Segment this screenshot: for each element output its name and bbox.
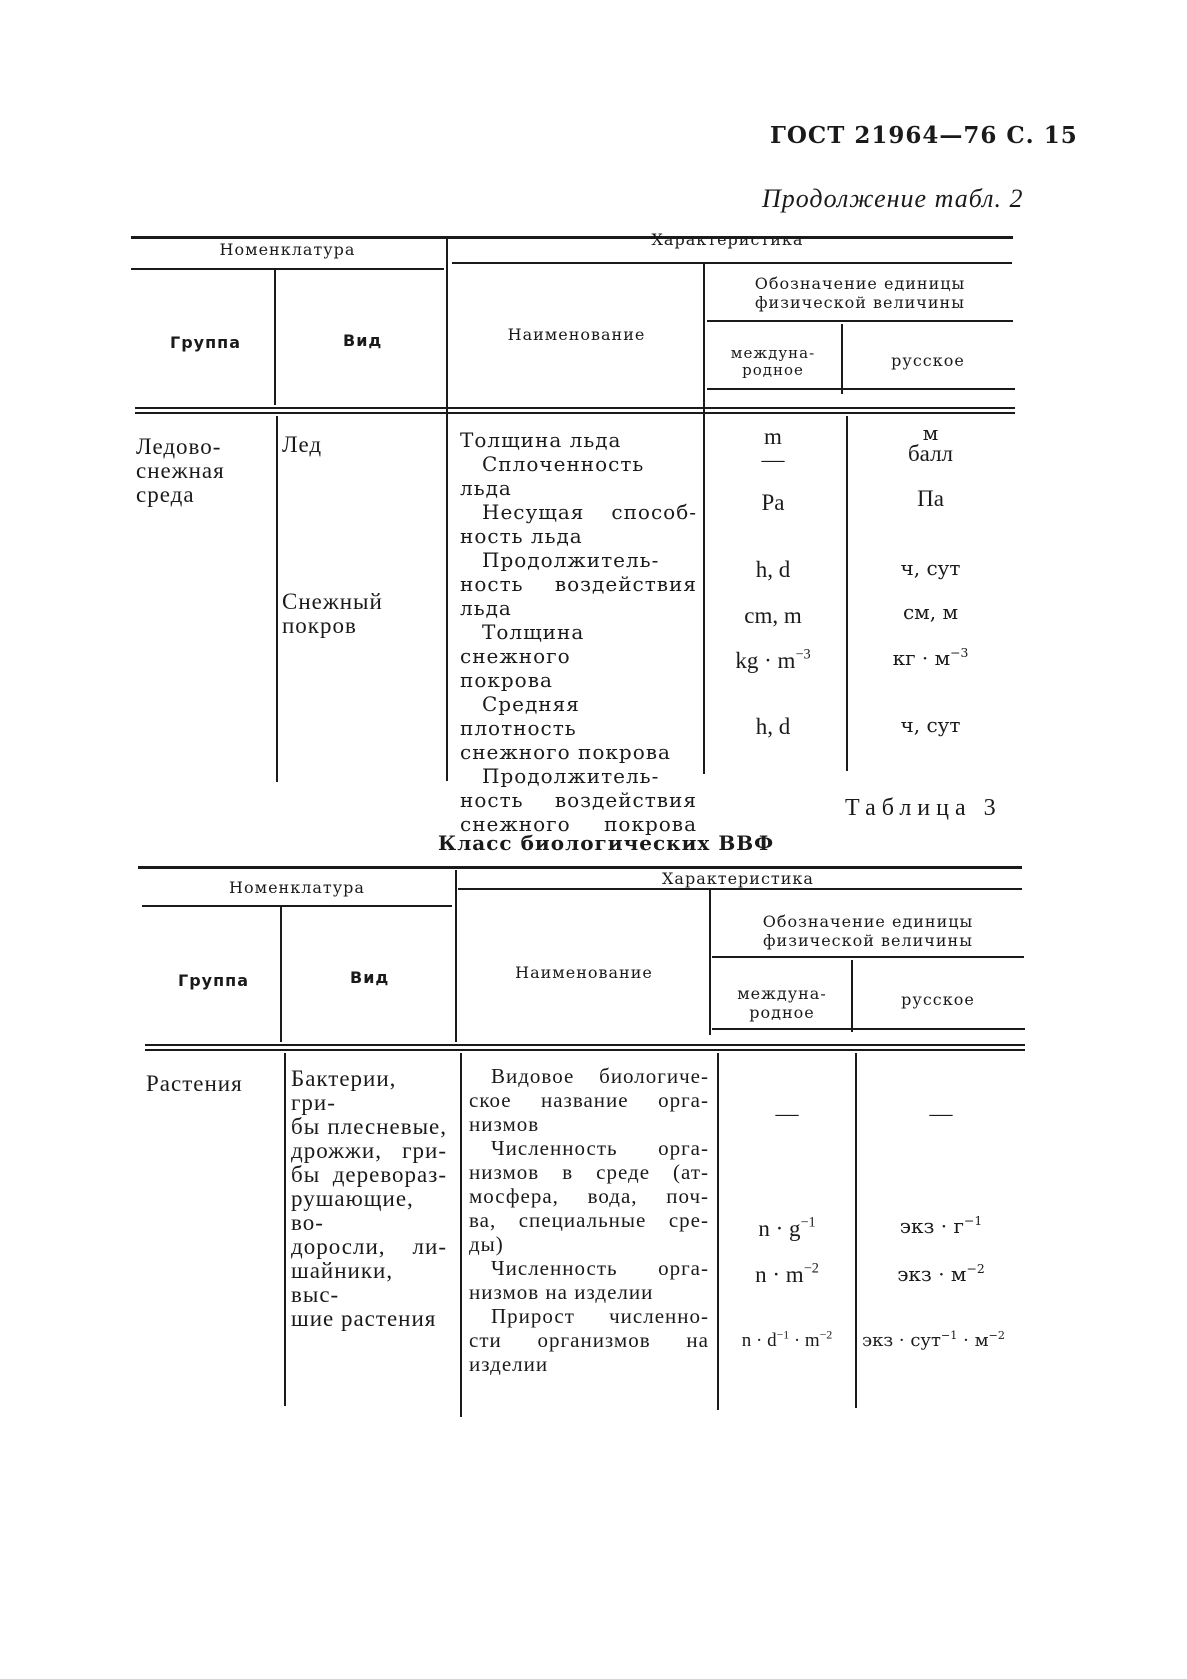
rule [458, 888, 1022, 890]
unit-rus: ч, сут [900, 556, 961, 580]
name-line: низмов [469, 1112, 540, 1136]
name-line: изделии [469, 1352, 549, 1376]
col-divider [703, 264, 705, 774]
header-russian: русское [891, 351, 965, 370]
name-line: ность льда [460, 524, 583, 548]
unit-rus [857, 1262, 1025, 1286]
header-double-rule [135, 407, 1015, 409]
rule [707, 320, 1013, 322]
kind-line: Снежный [282, 589, 383, 614]
unit-rus: см, м [902, 600, 959, 624]
table-row [460, 452, 697, 500]
unit-rus [848, 646, 1013, 670]
name-line: сти организмов на [469, 1328, 709, 1352]
page-header: ГОСТ 21964—76 С. 15 [770, 122, 1078, 149]
name-line: Численность орга- [491, 1256, 709, 1280]
group-cell: Растения [146, 1071, 243, 1096]
header-unit-line: физической величины [755, 293, 965, 312]
col-divider [455, 870, 457, 1042]
unit-base: кг · м [892, 646, 951, 670]
col-divider [446, 238, 448, 781]
unit-intl: m [764, 424, 782, 449]
header-international [705, 345, 841, 379]
header-group: Группа [178, 971, 249, 990]
name-line: Продолжитель- [482, 548, 660, 572]
kind-line: шайники, выс- [291, 1258, 394, 1307]
col-divider [709, 890, 711, 1035]
unit-intl [719, 1330, 855, 1352]
kind-cell [291, 1067, 447, 1331]
table-row [469, 1064, 709, 1136]
table-row [460, 620, 697, 692]
header-double-rule [145, 1049, 1025, 1051]
kind-line: покров [282, 613, 357, 638]
rule [712, 1028, 1025, 1030]
header-kind: Вид [343, 331, 383, 350]
unit-base: · m [789, 1330, 820, 1351]
unit-base: n · m [755, 1262, 804, 1287]
unit-intl [705, 648, 841, 674]
unit-intl: Pa [761, 490, 785, 515]
rule [452, 262, 1012, 264]
header-intl-line: родное [742, 361, 804, 379]
name-column [469, 1064, 709, 1376]
header-name: Наименование [515, 963, 653, 982]
kind-snow [282, 590, 383, 638]
group-line: снежная [136, 458, 225, 483]
rule [712, 956, 1024, 958]
table-3-label: Таблица 3 [845, 795, 1002, 821]
name-line: Толщина льда [460, 428, 622, 452]
name-line: ское название орга- [469, 1088, 709, 1112]
rule [142, 905, 452, 907]
name-line: Сплоченность льда [460, 452, 645, 500]
name-line: Продолжитель- [482, 764, 660, 788]
table-row [469, 1304, 709, 1376]
col-divider [274, 270, 276, 405]
table-row [460, 764, 697, 836]
unit-intl [719, 1262, 855, 1288]
rule [131, 268, 444, 270]
table-row [460, 548, 697, 620]
header-characteristic: Характеристика [651, 230, 804, 249]
col-divider [280, 907, 282, 1042]
unit-rus: балл [907, 441, 954, 466]
unit-intl: — [761, 447, 785, 472]
kind-line: бы деревораз- [291, 1162, 447, 1187]
name-line: покрова [460, 668, 553, 692]
table-3-title: Класс биологических ВВФ [438, 831, 775, 855]
unit-exponent: −2 [988, 1328, 1006, 1342]
unit-exponent: −1 [963, 1212, 983, 1228]
header-intl-line: междуна- [737, 984, 827, 1003]
kind-line: шие растения [291, 1306, 437, 1331]
kind-line: Бактерии, гри- [291, 1066, 397, 1115]
unit-intl: h, d [755, 557, 791, 582]
name-line: ность воздействия [460, 572, 697, 596]
unit-rus: м [922, 421, 939, 445]
unit-intl: cm, m [744, 603, 802, 628]
header-double-rule [135, 412, 1015, 414]
unit-exponent: −3 [950, 644, 969, 660]
header-unit-line: Обозначение единицы [762, 912, 974, 931]
name-line: снежного покрова [460, 740, 671, 764]
header-intl-line: родное [749, 1003, 815, 1022]
header-unit-line: Обозначение единицы [754, 274, 966, 293]
name-line: низмов в среде (ат- [469, 1160, 709, 1184]
unit-rus [862, 1330, 1034, 1351]
unit-intl: — [775, 1101, 799, 1126]
unit-base: kg · m [735, 648, 796, 673]
header-unit-designation [712, 912, 1024, 950]
name-line: Видовое биологиче- [491, 1064, 709, 1088]
name-line: ность воздействия [460, 788, 697, 812]
unit-base: экз · сут [862, 1330, 941, 1351]
kind-line: дрожжи, гри- [291, 1138, 447, 1163]
group-cell [136, 435, 225, 507]
unit-intl [719, 1216, 855, 1242]
header-nomenclature: Номенклатура [229, 878, 365, 897]
name-line: ды) [469, 1232, 504, 1256]
name-line: мосфера, вода, поч- [469, 1184, 709, 1208]
unit-exponent: −2 [819, 1328, 833, 1342]
table-row [460, 692, 697, 764]
continuation-label: Продолжение табл. 2 [762, 184, 1024, 213]
name-line: льда [460, 596, 512, 620]
unit-exponent: −1 [776, 1328, 790, 1342]
unit-rus: — [929, 1101, 953, 1126]
name-line: ва, специальные сре- [469, 1208, 709, 1232]
kind-line: бы плесневые, [291, 1114, 447, 1139]
unit-base: экз · м [897, 1262, 967, 1286]
kind-line: рушающие, во- [291, 1186, 414, 1235]
unit-rus: Па [917, 486, 944, 511]
header-nomenclature: Номенклатура [219, 240, 356, 259]
name-line: Толщина снежного [460, 620, 585, 668]
group-line: Ледово- [136, 434, 222, 459]
header-unit-line: физической величины [763, 931, 973, 950]
unit-exponent: −3 [795, 646, 811, 663]
table-row [460, 500, 697, 548]
header-double-rule [145, 1044, 1025, 1046]
unit-exponent: −1 [800, 1214, 816, 1231]
header-russian: русское [901, 990, 975, 1009]
group-line: среда [136, 482, 195, 507]
header-kind: Вид [350, 968, 390, 987]
unit-base: n · d [741, 1330, 777, 1351]
unit-base: экз · г [899, 1214, 964, 1238]
col-divider [460, 1053, 462, 1417]
unit-base: n · g [758, 1216, 801, 1241]
table-row [469, 1256, 709, 1304]
col-divider [284, 1053, 286, 1406]
name-line: Прирост численно- [491, 1304, 709, 1328]
kind-ice: Лед [282, 432, 323, 457]
kind-line: доросли, ли- [291, 1234, 447, 1259]
unit-exponent: −2 [803, 1260, 819, 1277]
unit-rus: ч, сут [900, 713, 961, 737]
unit-intl: h, d [755, 714, 791, 739]
header-name: Наименование [507, 325, 646, 344]
name-column [460, 428, 697, 836]
name-line: снежного покрова [460, 812, 697, 836]
col-divider [276, 416, 278, 782]
table-row [469, 1136, 709, 1256]
name-line: Несущая способ- [482, 500, 697, 524]
header-unit-designation [707, 274, 1013, 312]
unit-base: · м [957, 1330, 989, 1351]
rule [707, 388, 1015, 390]
table-row [460, 428, 697, 452]
header-characteristic: Характеристика [662, 869, 814, 888]
unit-rus [857, 1214, 1025, 1238]
name-line: низмов на изделии [469, 1280, 654, 1304]
header-intl-line: междуна- [730, 344, 816, 362]
name-line: Численность орга- [491, 1136, 709, 1160]
name-line: Средняя плотность [460, 692, 580, 740]
header-group: Группа [170, 333, 241, 352]
unit-exponent: −2 [966, 1260, 985, 1276]
header-international [713, 984, 851, 1022]
unit-exponent: −1 [940, 1328, 958, 1342]
